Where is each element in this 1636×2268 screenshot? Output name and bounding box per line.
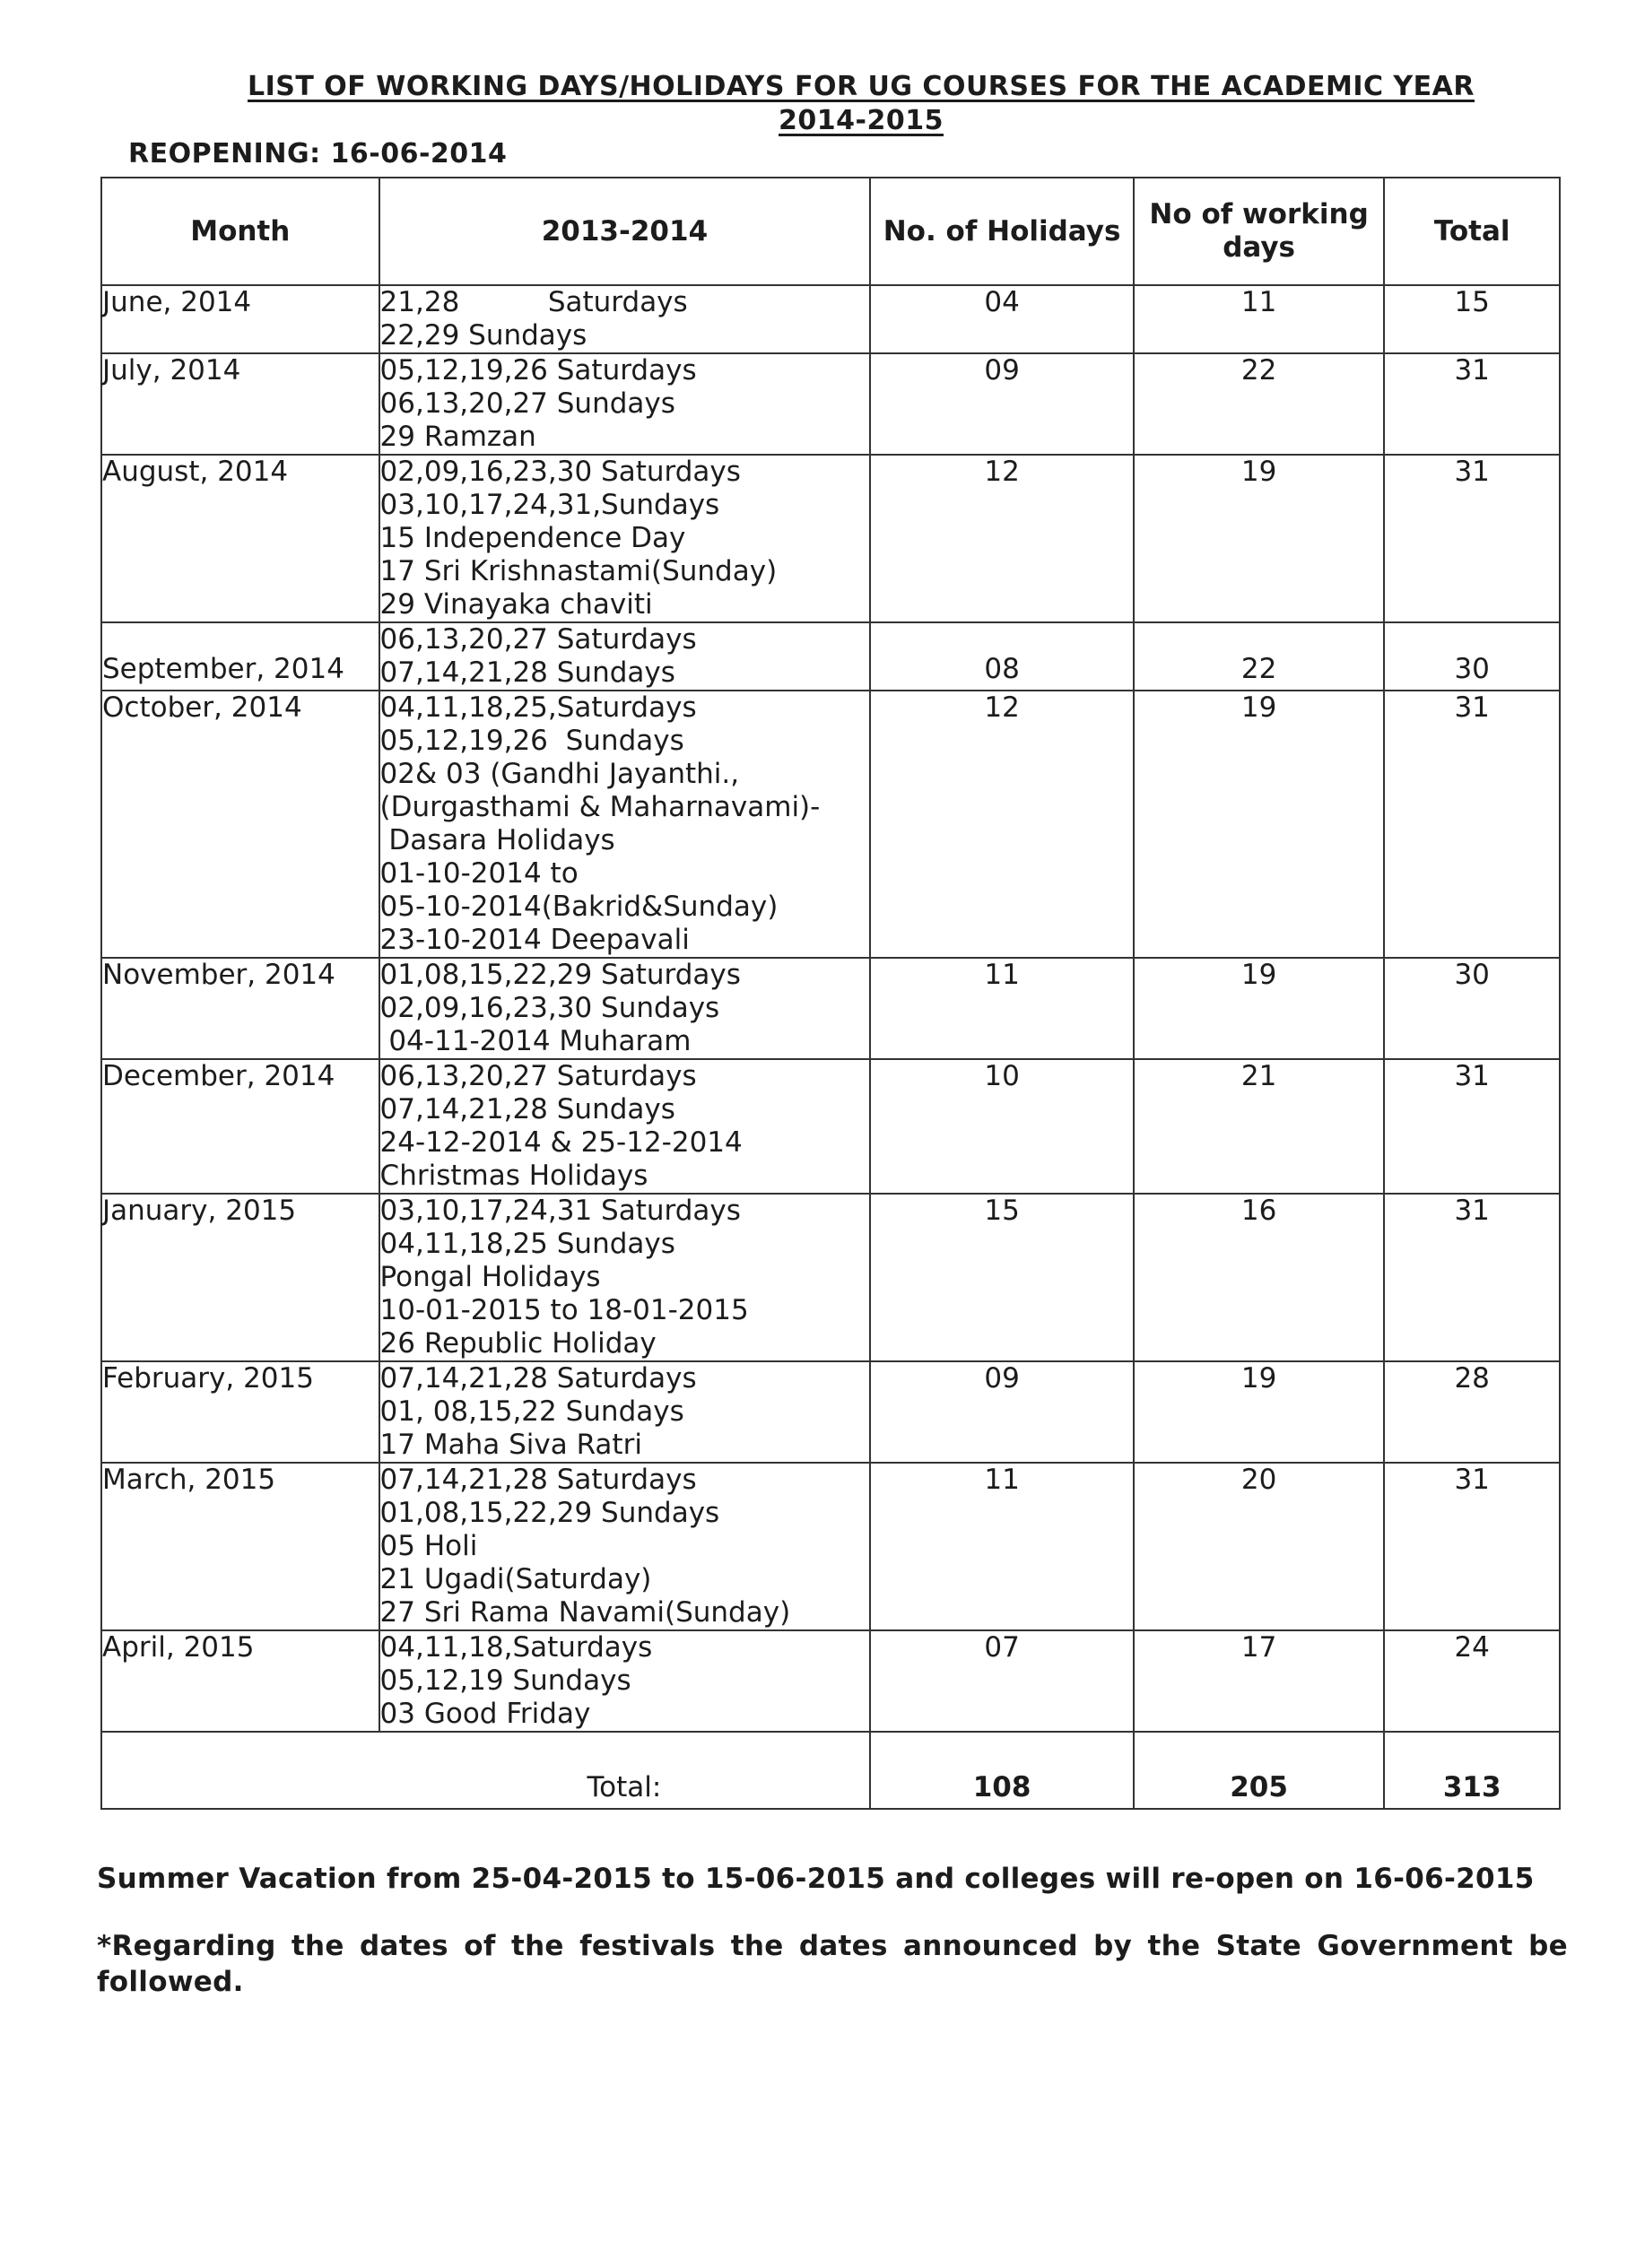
month-cell: April, 2015 <box>101 1630 379 1732</box>
table-row <box>101 958 1560 1059</box>
date-line: 02,09,16,23,30 Sundays <box>379 992 720 1024</box>
total-cell: 31 <box>1384 455 1560 622</box>
dates-cell <box>379 1059 871 1194</box>
date-line: 04,11,18,25 Sundays <box>379 1228 675 1260</box>
dates-cell <box>379 353 871 455</box>
table-body <box>101 285 1560 1809</box>
date-line: 05,12,19,26 Saturdays <box>379 354 697 387</box>
date-line: 07,14,21,28 Saturdays <box>379 1362 697 1395</box>
date-line: 04,11,18,Saturdays <box>379 1631 653 1664</box>
holidays-cell: 11 <box>870 1463 1134 1630</box>
date-line: 06,13,20,27 Saturdays <box>379 1060 697 1092</box>
table-header-row <box>101 178 1560 285</box>
dates-cell <box>379 1630 871 1732</box>
table-row <box>101 622 1560 691</box>
table-row <box>101 1361 1560 1463</box>
holidays-cell: 12 <box>870 691 1134 958</box>
reopening-date: REOPENING: 16-06-2014 <box>128 138 508 169</box>
working-days-cell: 11 <box>1134 285 1385 353</box>
working-days-cell: 19 <box>1134 958 1385 1059</box>
month-cell: October, 2014 <box>101 691 379 958</box>
header-working-days: No of working days <box>1134 178 1385 285</box>
working-days-cell: 19 <box>1134 691 1385 958</box>
dates-cell <box>379 622 871 691</box>
table-row <box>101 1463 1560 1630</box>
date-line: 01,08,15,22,29 Saturdays <box>379 959 741 991</box>
table-row <box>101 285 1560 353</box>
month-cell: January, 2015 <box>101 1194 379 1361</box>
holidays-cell: 09 <box>870 1361 1134 1463</box>
date-line: 03,10,17,24,31 Saturdays <box>379 1195 741 1227</box>
total-label: Total: <box>379 1732 871 1809</box>
date-line: 03 Good Friday <box>379 1698 591 1730</box>
month-cell: July, 2014 <box>101 353 379 455</box>
total-cell: 30 <box>1384 622 1560 691</box>
header-total: Total <box>1384 178 1560 285</box>
month-cell: March, 2015 <box>101 1463 379 1630</box>
working-days-cell: 21 <box>1134 1059 1385 1194</box>
date-line: 26 Republic Holiday <box>379 1327 657 1360</box>
holidays-cell: 08 <box>870 622 1134 691</box>
date-line: Christmas Holidays <box>379 1160 648 1192</box>
table-row <box>101 1194 1560 1361</box>
dates-cell <box>379 691 871 958</box>
date-line: 17 Sri Krishnastami(Sunday) <box>379 555 778 587</box>
working-days-cell: 22 <box>1134 622 1385 691</box>
month-cell: August, 2014 <box>101 455 379 622</box>
date-line: 06,13,20,27 Saturdays <box>379 623 697 656</box>
total-cell: 15 <box>1384 285 1560 353</box>
header-year: 2013-2014 <box>379 178 871 285</box>
date-line: 21,28 Saturdays <box>379 286 688 318</box>
date-line: 07,14,21,28 Sundays <box>379 656 675 689</box>
table-row <box>101 1630 1560 1732</box>
date-line: 05,12,19 Sundays <box>379 1664 631 1697</box>
date-line: 17 Maha Siva Ratri <box>379 1429 642 1461</box>
month-cell: February, 2015 <box>101 1361 379 1463</box>
table-total-row <box>101 1732 1560 1809</box>
holidays-cell: 12 <box>870 455 1134 622</box>
total-cell: 31 <box>1384 1463 1560 1630</box>
total-holidays: 108 <box>870 1732 1134 1809</box>
table-row <box>101 455 1560 622</box>
holidays-cell: 15 <box>870 1194 1134 1361</box>
total-cell: 31 <box>1384 1059 1560 1194</box>
month-cell: December, 2014 <box>101 1059 379 1194</box>
date-line: 29 Vinayaka chaviti <box>379 588 653 621</box>
date-line: 02,09,16,23,30 Saturdays <box>379 456 741 488</box>
date-line: 04-11-2014 Muharam <box>379 1025 692 1057</box>
date-line: 05,12,19,26 Sundays <box>379 725 684 757</box>
holidays-cell: 04 <box>870 285 1134 353</box>
total-cell: 31 <box>1384 353 1560 455</box>
title-line-2: 2014-2015 <box>779 105 944 136</box>
date-line: 15 Independence Day <box>379 522 686 554</box>
date-line: 01, 08,15,22 Sundays <box>379 1395 684 1428</box>
date-line: 05-10-2014(Bakrid&Sunday) <box>379 891 779 923</box>
date-line: 01-10-2014 to <box>379 857 579 890</box>
table-row <box>101 1059 1560 1194</box>
total-cell: 31 <box>1384 691 1560 958</box>
total-cell: 31 <box>1384 1194 1560 1361</box>
date-line: 07,14,21,28 Saturdays <box>379 1464 697 1496</box>
header-holidays: No. of Holidays <box>870 178 1134 285</box>
date-line: 24-12-2014 & 25-12-2014 <box>379 1126 743 1159</box>
dates-cell <box>379 285 871 353</box>
date-line: 02& 03 (Gandhi Jayanthi., <box>379 758 740 790</box>
date-line: 23-10-2014 Deepavali <box>379 924 690 956</box>
dates-cell <box>379 958 871 1059</box>
table-row <box>101 691 1560 958</box>
date-line: 05 Holi <box>379 1530 478 1562</box>
working-days-cell: 19 <box>1134 1361 1385 1463</box>
working-days-cell: 19 <box>1134 455 1385 622</box>
festival-dates-note: *Regarding the dates of the festivals the dates announced by the State Government be followed. <box>97 1930 1568 1998</box>
date-line: 27 Sri Rama Navami(Sunday) <box>379 1596 791 1629</box>
month-cell: November, 2014 <box>101 958 379 1059</box>
date-line: (Durgasthami & Maharnavami)- <box>379 791 821 823</box>
grand-total: 313 <box>1384 1732 1560 1809</box>
date-line: 03,10,17,24,31,Sundays <box>379 489 720 521</box>
date-line: 07,14,21,28 Sundays <box>379 1093 675 1125</box>
table-row <box>101 353 1560 455</box>
date-line: 06,13,20,27 Sundays <box>379 387 675 420</box>
holidays-cell: 10 <box>870 1059 1134 1194</box>
working-days-cell: 22 <box>1134 353 1385 455</box>
holidays-cell: 09 <box>870 353 1134 455</box>
working-days-cell: 16 <box>1134 1194 1385 1361</box>
total-cell: 24 <box>1384 1630 1560 1732</box>
month-cell: September, 2014 <box>101 622 379 691</box>
total-blank-cell <box>101 1732 379 1809</box>
dates-cell <box>379 1361 871 1463</box>
working-days-cell: 20 <box>1134 1463 1385 1630</box>
working-days-cell: 17 <box>1134 1630 1385 1732</box>
total-cell: 30 <box>1384 958 1560 1059</box>
dates-cell <box>379 1463 871 1630</box>
dates-cell <box>379 455 871 622</box>
total-cell: 28 <box>1384 1361 1560 1463</box>
holidays-cell: 11 <box>870 958 1134 1059</box>
month-cell: June, 2014 <box>101 285 379 353</box>
date-line: 29 Ramzan <box>379 421 536 453</box>
working-days-table <box>100 177 1561 1810</box>
date-line: 10-01-2015 to 18-01-2015 <box>379 1294 749 1326</box>
date-line: 21 Ugadi(Saturday) <box>379 1563 652 1595</box>
summer-vacation-note: Summer Vacation from 25-04-2015 to 15-06-2015 and colleges will re-open on 16-06-2015 <box>97 1863 1535 1895</box>
date-line: 22,29 Sundays <box>379 319 587 352</box>
date-line: Pongal Holidays <box>379 1261 601 1293</box>
date-line: 04,11,18,25,Saturdays <box>379 691 697 724</box>
header-month: Month <box>101 178 379 285</box>
document-title <box>220 70 1502 138</box>
holidays-cell: 07 <box>870 1630 1134 1732</box>
date-line: Dasara Holidays <box>379 824 615 856</box>
title-line-1: LIST OF WORKING DAYS/HOLIDAYS FOR UG COURSES FOR THE ACADEMIC YEAR <box>248 71 1475 102</box>
date-line: 01,08,15,22,29 Sundays <box>379 1497 720 1529</box>
total-working-days: 205 <box>1134 1732 1385 1809</box>
dates-cell <box>379 1194 871 1361</box>
